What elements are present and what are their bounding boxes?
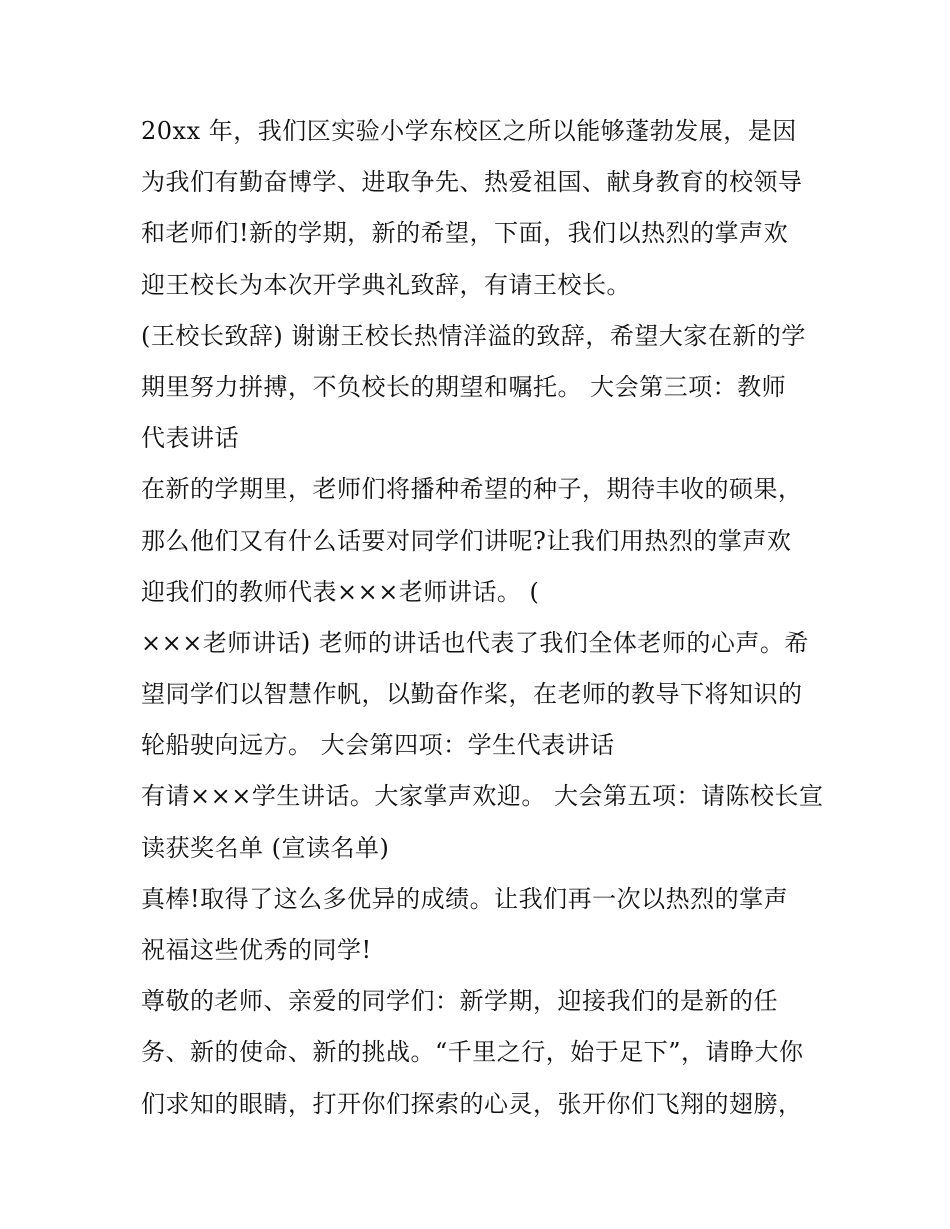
document-body xyxy=(141,106,824,1130)
text-line: 读获奖名单 (宣读名单) xyxy=(141,833,390,862)
text-line: 有请×××学生讲话。大家掌声欢迎。 大会第五项：请陈校长宣 xyxy=(141,782,824,811)
text-line: 20xx 年，我们区实验小学东校区之所以能够蓬勃发展，是因 xyxy=(141,117,797,145)
text-line: 迎我们的教师代表×××老师讲话。 ( xyxy=(141,577,540,606)
text-line: 在新的学期里，老师们将播种希望的种子，期待丰收的硕果， xyxy=(141,475,803,504)
text-line: 为我们有勤奋博学、进取争先、热爱祖国、献身教育的校领导 xyxy=(141,168,803,197)
text-line: 尊敬的老师、亲爱的同学们：新学期，迎接我们的是新的任 xyxy=(141,987,778,1016)
text-line: 们求知的眼睛，打开你们探索的心灵，张开你们飞翔的翅膀， xyxy=(141,1089,803,1118)
text-line: 轮船驶向远方。 大会第四项：学生代表讲话 xyxy=(141,731,615,760)
text-line: ×××老师讲话) 老师的讲话也代表了我们全体老师的心声。希 xyxy=(141,628,809,657)
text-line: 真棒!取得了这么多优异的成绩。让我们再一次以热烈的掌声 xyxy=(141,884,789,913)
text-line: 代表讲话 xyxy=(141,424,239,453)
text-line: 那么他们又有什么话要对同学们讲呢?让我们用热烈的掌声欢 xyxy=(141,526,792,555)
text-line: 祝福这些优秀的同学! xyxy=(141,936,372,964)
text-line: 期里努力拼搏，不负校长的期望和嘱托。 大会第三项：教师 xyxy=(141,372,787,401)
text-line: 务、新的使命、新的挑战。“千里之行，始于足下”，请睁大你 xyxy=(141,1038,804,1067)
text-line: 迎王校长为本次开学典礼致辞，有请王校长。 xyxy=(141,270,631,299)
text-line: 和老师们!新的学期，新的希望，下面，我们以热烈的掌声欢 xyxy=(141,219,789,248)
text-line: (王校长致辞) 谢谢王校长热情洋溢的致辞，希望大家在新的学 xyxy=(141,321,806,350)
text-line: 望同学们以智慧作帆，以勤奋作桨，在老师的教导下将知识的 xyxy=(141,680,803,709)
